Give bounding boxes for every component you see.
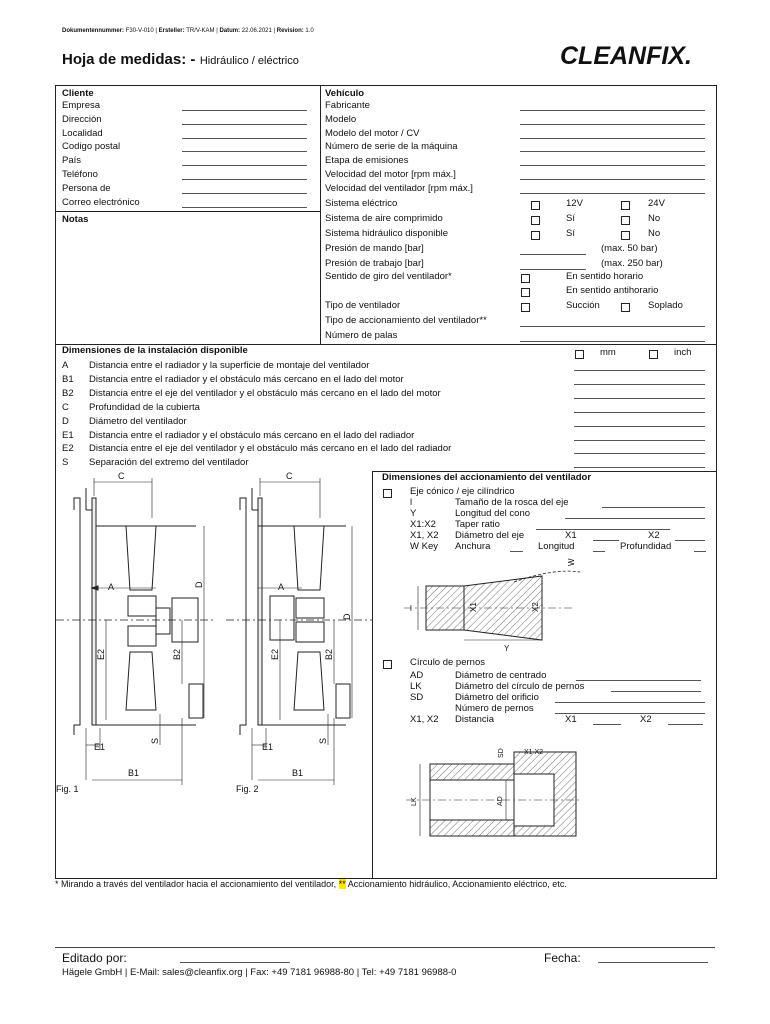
- accionamiento-label: Tipo de accionamiento del ventilador**: [325, 315, 487, 326]
- vehiculo-field-input[interactable]: [520, 193, 705, 194]
- cone-text-y: Longitud del cono: [455, 508, 531, 519]
- circle-field-lk[interactable]: [611, 691, 701, 692]
- vehiculo-field-input[interactable]: [520, 151, 705, 152]
- dimension-input[interactable]: [574, 467, 705, 468]
- presion-trabajo-label: Presión de trabajo [bar]: [325, 258, 424, 269]
- fig2-label-e2: E2: [270, 648, 280, 660]
- presion-mando-label: Presión de mando [bar]: [325, 243, 424, 254]
- dimension-text: Distancia entre el radiador y el obstáculo más cercano en el lado del radiador: [89, 429, 415, 441]
- fig2-label-b1: B1: [292, 768, 304, 778]
- presion-trabajo-field[interactable]: [520, 269, 586, 270]
- editado-label: Editado por:: [62, 951, 127, 965]
- accionamiento-field[interactable]: [520, 326, 705, 327]
- opt-hid-si: Sí: [566, 228, 575, 239]
- vehiculo-field-label: Velocidad del ventilador [rpm máx.]: [325, 182, 473, 194]
- title-sub: Hidráulico / eléctrico: [199, 55, 299, 67]
- circle-text-sd: Diámetro del orificio: [455, 692, 539, 703]
- checkbox-antihorario[interactable]: [521, 288, 530, 297]
- dimension-input[interactable]: [574, 412, 705, 413]
- footnote-highlight: **: [338, 879, 346, 889]
- cliente-field-input[interactable]: [182, 151, 307, 152]
- checkbox-mm[interactable]: [575, 350, 584, 359]
- fig2-label-b2: B2: [324, 648, 334, 660]
- doc-label: Dokumentennummer:: [62, 28, 125, 34]
- fecha-field[interactable]: [598, 962, 708, 963]
- cone-code-y: Y: [410, 508, 417, 519]
- column-divider: [320, 85, 321, 344]
- fig1-label-b2: B2: [172, 648, 182, 660]
- checkbox-12v[interactable]: [531, 201, 540, 210]
- company-contact: Hägele GmbH | E-Mail: sales@cleanfix.org | Fax: +49 7181 96988-80 | Tel: +49 7181 96988-0: [62, 967, 457, 978]
- vehiculo-field-label: Modelo: [325, 113, 357, 125]
- palas-label: Número de palas: [325, 330, 398, 341]
- dimension-code: E1: [62, 429, 74, 441]
- checkbox-soplado[interactable]: [621, 303, 630, 312]
- dimension-code: D: [62, 415, 69, 427]
- checkbox-inch[interactable]: [649, 350, 658, 359]
- unit-mm: mm: [600, 347, 616, 358]
- vehiculo-header: Vehículo: [325, 88, 365, 99]
- cone-x2-field[interactable]: [675, 540, 705, 541]
- dimension-code: A: [62, 360, 69, 371]
- cone-text-ratio: Taper ratio: [455, 519, 500, 530]
- checkbox-cone[interactable]: [383, 489, 392, 498]
- author-label: Ersteller:: [158, 28, 185, 34]
- opt-aire-si: Sí: [566, 213, 575, 224]
- cone-code-l: l: [410, 497, 413, 508]
- fig1-caption: Fig. 1: [56, 784, 79, 794]
- circle-field-sd[interactable]: [555, 702, 705, 703]
- checkbox-circle[interactable]: [383, 660, 392, 669]
- vehiculo-field-label: Etapa de emisiones: [325, 155, 409, 167]
- cliente-field-label: Empresa: [62, 100, 101, 111]
- title-main: Hoja de medidas: -: [62, 51, 196, 68]
- dimension-text: Profundidad de la cubierta: [89, 401, 200, 413]
- cliente-field-label: Dirección: [62, 113, 102, 125]
- w-profundidad-label: Profundidad: [620, 541, 672, 552]
- checkbox-24v[interactable]: [621, 201, 630, 210]
- cone-label-w: W: [567, 558, 576, 566]
- cone-text-x: Diámetro del eje: [455, 530, 525, 541]
- footnote-part-a: * Mirando a través del ventilador hacia el accionamiento del ventilador,: [55, 879, 337, 889]
- cliente-field-input[interactable]: [182, 124, 307, 125]
- cliente-field-label: Teléfono: [62, 169, 98, 180]
- dimension-text: Separación del extremo del ventilador: [89, 457, 249, 469]
- vehiculo-field-label: Modelo del motor / CV: [325, 127, 420, 139]
- cone-label-l: l: [410, 604, 412, 613]
- cliente-field-input[interactable]: [182, 207, 307, 208]
- vehiculo-field-input[interactable]: [520, 138, 705, 139]
- fig1-label-s: S: [150, 737, 160, 744]
- figure-1-drawing: [56, 478, 216, 785]
- w-longitud-label: Longitud: [538, 541, 575, 552]
- circle-field-ad[interactable]: [576, 680, 701, 681]
- checkbox-hid-no[interactable]: [621, 231, 630, 240]
- dimension-code: B2: [62, 387, 74, 399]
- dimension-text: Distancia entre el eje del ventilador y el obstáculo más cercano en el lado del motor: [89, 387, 441, 399]
- opt-horario: En sentido horario: [566, 271, 644, 282]
- circle-x2-label: X2: [640, 714, 652, 725]
- cone-x2-label: X2: [648, 530, 660, 541]
- fig2-caption: Fig. 2: [236, 784, 259, 794]
- checkbox-aire-no[interactable]: [621, 216, 630, 225]
- circle-code-sd: SD: [410, 692, 424, 703]
- dimension-code: S: [62, 457, 69, 469]
- bolt-label-ad: AD: [497, 796, 504, 806]
- dimension-code: E2: [62, 443, 74, 455]
- date-label: Datum:: [219, 28, 241, 34]
- opt-hid-no: No: [648, 228, 661, 239]
- cone-text-l: Tamaño de la rosca del eje: [455, 497, 569, 508]
- bolt-circle-drawing: [406, 746, 586, 846]
- cone-label-y: Y: [504, 644, 510, 653]
- checkbox-aire-si[interactable]: [531, 216, 540, 225]
- electrico-label: Sistema eléctrico: [325, 198, 398, 209]
- vehiculo-field-label: Fabricante: [325, 100, 370, 111]
- hidraulico-label: Sistema hidráulico disponible: [325, 228, 449, 239]
- opt-aire-no: No: [648, 213, 661, 224]
- w-profundidad-field[interactable]: [694, 551, 706, 552]
- dimensiones-header: Dimensiones de la instalación disponible: [62, 345, 248, 356]
- circle-code-lk: LK: [410, 681, 422, 692]
- cliente-field-input[interactable]: [182, 193, 307, 194]
- notas-divider: [55, 211, 320, 212]
- checkbox-horario[interactable]: [521, 274, 530, 283]
- palas-field[interactable]: [520, 341, 705, 342]
- dimension-input[interactable]: [574, 398, 705, 399]
- vehiculo-field-input[interactable]: [520, 124, 705, 125]
- opt-soplado: Soplado: [648, 300, 683, 311]
- cliente-field-input[interactable]: [182, 110, 307, 111]
- fig1-label-e2: E2: [96, 648, 106, 660]
- doc-value: F30-V-010: [125, 28, 154, 34]
- vehiculo-field-label: Número de serie de la máquina: [325, 141, 458, 153]
- dimension-code: B1: [62, 373, 74, 385]
- cliente-field-label: Persona de: [62, 182, 111, 194]
- circle-title: Círculo de pernos: [410, 657, 485, 668]
- circle-text-pernos: Número de pernos: [455, 703, 534, 714]
- vehiculo-field-input[interactable]: [520, 165, 705, 166]
- bolt-label-x1x2: X1 X2: [524, 749, 544, 756]
- sentido-label: Sentido de giro del ventilador*: [325, 271, 452, 282]
- presion-trabajo-max: (max. 250 bar): [601, 258, 663, 269]
- author-value: TR/V-KAM: [186, 28, 215, 34]
- unit-inch: inch: [674, 347, 692, 358]
- fig2-label-a: A: [278, 582, 285, 592]
- cone-code-x: X1, X2: [410, 530, 439, 541]
- dimension-text: Distancia entre el radiador y la superficie de montaje del ventilador: [89, 360, 370, 371]
- cliente-field-label: Codigo postal: [62, 141, 121, 153]
- cone-field-l[interactable]: [602, 507, 705, 508]
- dimension-input[interactable]: [574, 453, 705, 454]
- aire-label: Sistema de aire comprimido: [325, 213, 443, 224]
- cone-text-w: Anchura: [455, 541, 491, 552]
- w-longitud-field[interactable]: [593, 551, 605, 552]
- cliente-field-input[interactable]: [182, 179, 307, 180]
- dimension-input[interactable]: [574, 426, 705, 427]
- fig2-label-c: C: [286, 471, 293, 481]
- cone-x1-field[interactable]: [593, 540, 619, 541]
- fig2-label-d: D: [342, 613, 352, 620]
- document-meta: Dokumentennummer: F30-V-010 | Ersteller: TR/V-KAM | Datum: 22.06.2021 | Revision: 1.0: [62, 28, 314, 34]
- opt-12v: 12V: [566, 198, 583, 209]
- checkbox-hid-si[interactable]: [531, 231, 540, 240]
- cliente-field-label: País: [62, 155, 82, 167]
- cliente-header: Cliente: [62, 88, 94, 99]
- circle-text-lk: Diámetro del círculo de pernos: [455, 681, 585, 692]
- cone-label-x2: X2: [531, 602, 540, 612]
- circle-text-ad: Diámetro de centrado: [455, 670, 547, 681]
- vehiculo-field-input[interactable]: [520, 110, 705, 111]
- opt-succion: Succión: [566, 300, 600, 311]
- w-anchura-field[interactable]: [510, 551, 523, 552]
- dimension-code: C: [62, 401, 69, 413]
- editado-field[interactable]: [180, 962, 290, 963]
- fig1-label-d: D: [194, 581, 204, 588]
- figure-2-drawing: [226, 478, 372, 785]
- cleanfix-logo: CLEANFIX.: [560, 42, 692, 70]
- rev-value: 1.0: [305, 28, 314, 34]
- dimension-text: Diámetro del ventilador: [89, 415, 187, 427]
- cone-code-w: W Key: [410, 541, 438, 552]
- fan-installation-figures: [56, 470, 372, 800]
- bolt-label-sd: SD: [498, 748, 505, 758]
- vehiculo-field-label: Velocidad del motor [rpm máx.]: [325, 169, 456, 180]
- cone-title: Eje cónico / eje cilíndrico: [410, 486, 515, 497]
- circle-x2-field[interactable]: [668, 724, 703, 725]
- page-title: [62, 51, 299, 69]
- cone-label-x1: X1: [469, 602, 478, 612]
- cliente-field-label: Localidad: [62, 127, 103, 139]
- cone-code-ratio: X1:X2: [410, 519, 436, 530]
- circle-x1-field[interactable]: [593, 724, 621, 725]
- cone-shaft-drawing: [404, 558, 594, 653]
- dimension-text: Distancia entre el eje del ventilador y el obstáculo más cercano en el lado del radiador: [89, 443, 452, 455]
- dimension-input[interactable]: [574, 384, 705, 385]
- vehiculo-field-input[interactable]: [520, 179, 705, 180]
- fig1-label-a: A: [108, 582, 115, 592]
- cliente-field-input[interactable]: [182, 165, 307, 166]
- cone-field-y[interactable]: [565, 518, 705, 519]
- rev-label: Revision:: [276, 28, 304, 34]
- cone-x1-label: X1: [565, 530, 577, 541]
- checkbox-succion[interactable]: [521, 303, 530, 312]
- presion-mando-max: (max. 50 bar): [601, 243, 658, 254]
- opt-antihorario: En sentido antihorario: [566, 285, 659, 296]
- dimension-text: Distancia entre el radiador y el obstáculo más cercano en el lado del motor: [89, 373, 404, 385]
- circle-x1-label: X1: [565, 714, 577, 725]
- footer-rule: [55, 947, 715, 948]
- presion-mando-field[interactable]: [520, 254, 586, 255]
- circle-field-pernos[interactable]: [555, 713, 705, 714]
- circle-text-x: Distancia: [455, 714, 495, 725]
- tipo-label: Tipo de ventilador: [325, 300, 401, 311]
- cliente-field-label: Correo electrónico: [62, 196, 140, 208]
- footnote-part-b: Accionamiento hidráulico, Accionamiento eléctrico, etc.: [345, 879, 567, 889]
- cliente-field-input[interactable]: [182, 138, 307, 139]
- drive-dim-header: Dimensiones del accionamiento del ventilador: [382, 472, 592, 483]
- footnote: [55, 879, 567, 889]
- dimension-input[interactable]: [574, 440, 705, 441]
- fig2-label-s: S: [318, 737, 328, 744]
- fig1-label-e1: E1: [94, 742, 106, 752]
- notas-header: Notas: [62, 214, 89, 225]
- opt-24v: 24V: [648, 198, 665, 209]
- circle-code-x: X1, X2: [410, 714, 439, 725]
- fig1-label-c: C: [118, 471, 125, 481]
- bolt-label-lk: LK: [411, 797, 418, 806]
- dimension-input[interactable]: [574, 370, 705, 371]
- fig1-label-b1: B1: [128, 768, 140, 778]
- date-value: 22.06.2021: [241, 28, 272, 34]
- fig2-label-e1: E1: [262, 742, 274, 752]
- circle-code-ad: AD: [410, 670, 424, 681]
- fecha-label: Fecha:: [544, 951, 581, 965]
